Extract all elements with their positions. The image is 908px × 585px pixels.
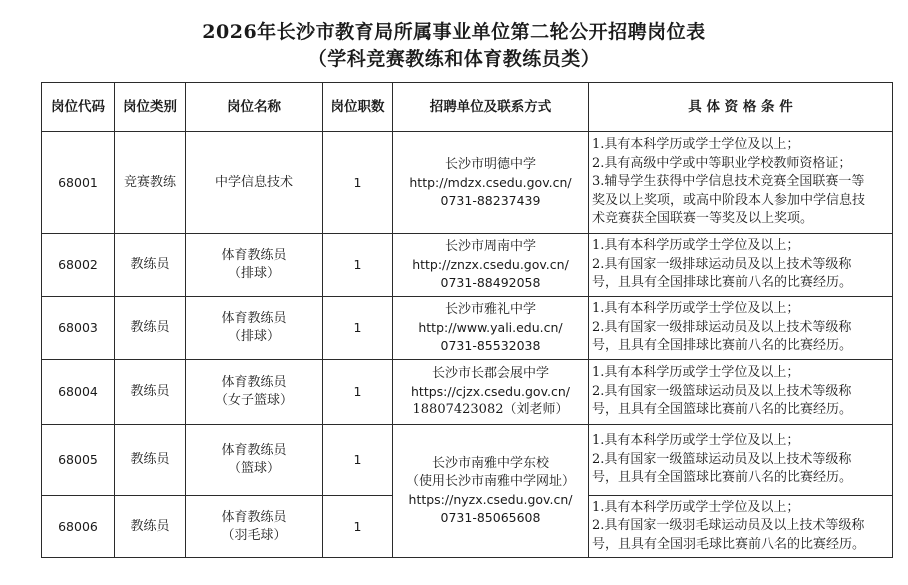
unit-contact	[393, 297, 589, 360]
unit-phone: 0731-85065608	[440, 510, 541, 525]
job-category: 教练员	[115, 234, 186, 297]
unit-url: http://mdzx.csedu.gov.cn/	[409, 174, 572, 190]
job-name	[186, 425, 323, 496]
header-category: 岗位类别	[115, 83, 186, 132]
unit-contact	[393, 132, 589, 234]
recruitment-table	[41, 82, 893, 558]
header-name: 岗位名称	[186, 83, 323, 132]
unit-phone: 18807423082（刘老师）	[412, 402, 569, 417]
job-requirements	[589, 132, 893, 234]
requirement-line: 2.具有国家一级篮球运动员及以上技术等级称	[592, 383, 852, 399]
unit-url: http://www.yali.edu.cn/	[418, 320, 563, 335]
header-unit: 招聘单位及联系方式	[393, 83, 589, 132]
unit-url: https://nyzx.csedu.gov.cn/	[408, 492, 573, 507]
job-requirements	[589, 425, 893, 496]
job-code: 68006	[42, 496, 115, 558]
requirement-line: 1.具有本科学历或学士学位及以上；	[592, 238, 800, 254]
job-requirements	[589, 234, 893, 297]
requirement-line: 3.辅导学生获得中学信息技术竞赛全国联赛一等	[592, 174, 865, 190]
job-category: 教练员	[115, 360, 186, 425]
requirement-line: 1.具有本科学历或学士学位及以上；	[592, 499, 800, 515]
job-name-sport: （排球）	[227, 329, 280, 344]
requirement-line: 术竞赛获全国联赛一等奖及以上奖项。	[592, 211, 814, 227]
unit-phone: 0731-85532038	[440, 338, 541, 353]
job-count: 1	[323, 496, 393, 558]
job-name-line: 体育教练员	[221, 443, 287, 458]
table-row	[42, 132, 893, 234]
job-name	[186, 360, 323, 425]
job-name-sport: （女子篮球）	[214, 393, 293, 408]
unit-name: 长沙市雅礼中学	[444, 302, 536, 317]
requirement-line: 1.具有本科学历或学士学位及以上；	[592, 137, 800, 153]
unit-contact	[393, 360, 589, 425]
job-name	[186, 132, 323, 234]
job-name	[186, 297, 323, 360]
job-code: 68002	[42, 234, 115, 297]
job-category: 教练员	[115, 496, 186, 558]
job-code: 68001	[42, 132, 115, 234]
page-subtitle: （学科竞赛教练和体育教练员类）	[307, 48, 601, 70]
unit-url: https://cjzx.csedu.gov.cn/	[411, 384, 570, 399]
header-requirements: 具 体 资 格 条 件	[589, 83, 893, 132]
unit-name: 长沙市南雅中学东校	[431, 456, 549, 471]
job-name-sport: （篮球）	[227, 461, 280, 476]
requirement-line: 2.具有国家一级排球运动员及以上技术等级称	[592, 256, 852, 272]
job-count: 1	[323, 234, 393, 297]
job-category: 教练员	[115, 297, 186, 360]
requirement-line: 号，且具有全国羽毛球比赛前八名的比赛经历。	[592, 536, 866, 552]
requirement-line: 号，且具有全国篮球比赛前八名的比赛经历。	[592, 402, 853, 418]
job-name	[186, 234, 323, 297]
job-count: 1	[323, 360, 393, 425]
requirement-line: 号，且具有全国排球比赛前八名的比赛经历。	[592, 338, 853, 354]
requirement-line: 2.具有国家一级篮球运动员及以上技术等级称	[592, 451, 852, 467]
requirement-line: 1.具有本科学历或学士学位及以上；	[592, 433, 800, 449]
table-row	[42, 360, 893, 425]
job-code: 68003	[42, 297, 115, 360]
requirement-line: 号，且具有全国排球比赛前八名的比赛经历。	[592, 275, 853, 291]
unit-contact	[393, 234, 589, 297]
job-count: 1	[323, 297, 393, 360]
job-code: 68005	[42, 425, 115, 496]
unit-note: （使用长沙市南雅中学网址）	[405, 474, 575, 489]
requirement-line: 号，且具有全国篮球比赛前八名的比赛经历。	[592, 470, 853, 486]
job-name-line: 体育教练员	[221, 311, 287, 326]
job-name-line: 体育教练员	[221, 248, 287, 263]
unit-url: http://znzx.csedu.gov.cn/	[412, 257, 569, 272]
job-name-sport: （羽毛球）	[221, 527, 287, 543]
job-name	[186, 496, 323, 558]
header-code: 岗位代码	[42, 83, 115, 132]
requirement-line: 1.具有本科学历或学士学位及以上；	[592, 365, 800, 381]
table-row	[42, 425, 893, 496]
table-header-row	[42, 83, 893, 132]
job-requirements	[589, 297, 893, 360]
unit-name: 长沙市长郡会展中学	[431, 366, 549, 381]
table-row	[42, 234, 893, 297]
unit-phone: 0731-88237439	[440, 192, 541, 208]
job-requirements	[589, 360, 893, 425]
job-category: 教练员	[115, 425, 186, 496]
requirement-line: 1.具有本科学历或学士学位及以上；	[592, 301, 800, 317]
unit-phone: 0731-88492058	[440, 275, 541, 290]
requirement-line: 2.具有国家一级排球运动员及以上技术等级称	[592, 319, 852, 335]
job-name-sport: （排球）	[227, 266, 280, 281]
job-name-line: 中学信息技术	[214, 174, 293, 190]
job-requirements	[589, 496, 893, 558]
job-count: 1	[323, 425, 393, 496]
unit-contact	[393, 425, 589, 558]
job-code: 68004	[42, 360, 115, 425]
table-row	[42, 297, 893, 360]
job-category: 竞赛教练	[115, 132, 186, 234]
job-name-line: 体育教练员	[221, 375, 287, 390]
unit-name: 长沙市明德中学	[444, 156, 536, 172]
requirement-line: 奖及以上奖项，或高中阶段本人参加中学信息技	[592, 192, 866, 208]
requirement-line: 2.具有高级中学或中等职业学校教师资格证；	[592, 155, 852, 171]
job-count: 1	[323, 132, 393, 234]
requirement-line: 2.具有国家一级羽毛球运动员及以上技术等级称	[592, 518, 865, 534]
page-title: 2026年长沙市教育局所属事业单位第二轮公开招聘岗位表	[202, 21, 706, 43]
job-name-line: 体育教练员	[221, 509, 287, 525]
unit-name: 长沙市周南中学	[444, 239, 536, 254]
header-count: 岗位职数	[323, 83, 393, 132]
